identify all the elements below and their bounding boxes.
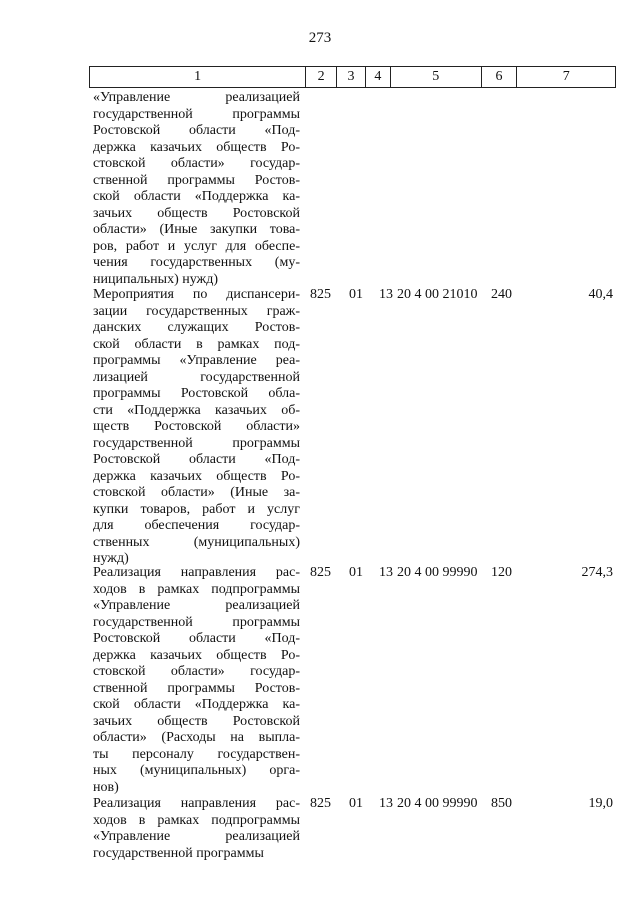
description-line: держка казачьих обществ Ро- (93, 468, 300, 484)
description-line: государственной программы (93, 435, 300, 451)
subsection-code-cell: 13 (379, 287, 393, 302)
description-line: программы Ростовской обла- (93, 386, 300, 401)
description-line: «Управление реализацией (93, 90, 300, 105)
description-line: ской области «Поддержка ка- (93, 189, 300, 204)
description-line: ных (муниципальных) орга- (93, 763, 300, 778)
row-description (93, 90, 300, 288)
section-code-cell: 01 (349, 287, 363, 302)
description-line: зации государственных граж- (93, 303, 300, 319)
admin-code-cell: 825 (310, 796, 331, 811)
expense-type-cell: 850 (491, 796, 512, 811)
target-article-cell: 20 4 00 99990 (397, 796, 478, 811)
description-line: нужд) (93, 551, 129, 566)
admin-code-cell: 825 (310, 287, 331, 302)
description-line: держка казачьих обществ Ро- (93, 647, 300, 663)
description-line: держка казачьих обществ Ро- (93, 139, 300, 155)
description-line: Ростовской области «Под- (93, 123, 300, 138)
description-line: ходов в рамках подпрограммы (93, 812, 300, 828)
admin-code-cell: 825 (310, 565, 331, 580)
row-description (93, 287, 300, 568)
description-line: сти «Поддержка казачьих об- (93, 402, 300, 418)
description-line: ров, работ и услуг для обеспе- (93, 238, 300, 254)
description-line: ской области «Поддержка ка- (93, 697, 300, 712)
description-line: данских служащих Ростов- (93, 320, 300, 335)
description-line: ственной программы Ростов- (93, 172, 300, 188)
section-code-cell: 01 (349, 796, 363, 811)
row-description (93, 565, 300, 796)
description-line: ществ Ростовской области» (93, 419, 300, 434)
description-line: Мероприятия по диспансери- (93, 287, 300, 302)
description-line: ниципальных) нужд) (93, 271, 218, 287)
description-line: стовской области» (Иные за- (93, 485, 300, 500)
amount-cell: 19,0 (588, 796, 613, 811)
subsection-code-cell: 13 (379, 565, 393, 580)
description-line: стовской области» государ- (93, 156, 300, 171)
header-cell-col4: 4 (366, 67, 391, 87)
header-cell-col1: 1 (90, 67, 306, 87)
target-article-cell: 20 4 00 99990 (397, 565, 478, 580)
description-line: стовской области» государ- (93, 664, 300, 679)
description-line: программы «Управление реа- (93, 353, 300, 368)
header-cell-col6: 6 (482, 67, 518, 87)
description-line: ской области в рамках под- (93, 336, 300, 352)
page-number: 273 (308, 30, 332, 46)
description-line: области» (Расходы на выпла- (93, 730, 300, 745)
description-line: «Управление реализацией (93, 598, 300, 613)
target-article-cell: 20 4 00 21010 (397, 287, 478, 302)
description-line: Ростовской области «Под- (93, 452, 300, 467)
description-line: ственных (муниципальных) (93, 534, 300, 550)
description-line: лизацией государственной (93, 369, 300, 385)
description-line: ходов в рамках подпрограммы (93, 581, 300, 597)
description-line: зачьих обществ Ростовской (93, 205, 300, 221)
subsection-code-cell: 13 (379, 796, 393, 811)
description-line: для обеспечения государ- (93, 518, 300, 533)
expense-type-cell: 120 (491, 565, 512, 580)
row-description (93, 796, 300, 862)
description-line: государственной программы (93, 106, 300, 122)
description-line: ты персоналу государствен- (93, 746, 300, 762)
section-code-cell: 01 (349, 565, 363, 580)
description-line: Ростовской области «Под- (93, 631, 300, 646)
description-line: области» (Иные закупки това- (93, 222, 300, 237)
header-cell-col7: 7 (562, 69, 570, 84)
amount-cell: 274,3 (581, 565, 613, 580)
description-line: зачьих обществ Ростовской (93, 713, 300, 729)
description-line: ственной программы Ростов- (93, 680, 300, 696)
description-line: государственной программы (93, 845, 264, 861)
amount-cell: 40,4 (588, 287, 613, 302)
description-line: купки товаров, работ и услуг (93, 501, 300, 517)
expense-type-cell: 240 (491, 287, 512, 302)
description-line: чения государственных (му- (93, 255, 300, 270)
header-cell-col2: 2 (306, 67, 337, 87)
description-line: нов) (93, 779, 119, 795)
table-header-row (89, 66, 616, 88)
description-line: «Управление реализацией (93, 829, 300, 844)
description-line: Реализация направления рас- (93, 796, 300, 811)
header-cell-col3: 3 (337, 67, 366, 87)
header-cell-col5: 5 (391, 67, 482, 87)
description-line: государственной программы (93, 614, 300, 630)
description-line: Реализация направления рас- (93, 565, 300, 580)
